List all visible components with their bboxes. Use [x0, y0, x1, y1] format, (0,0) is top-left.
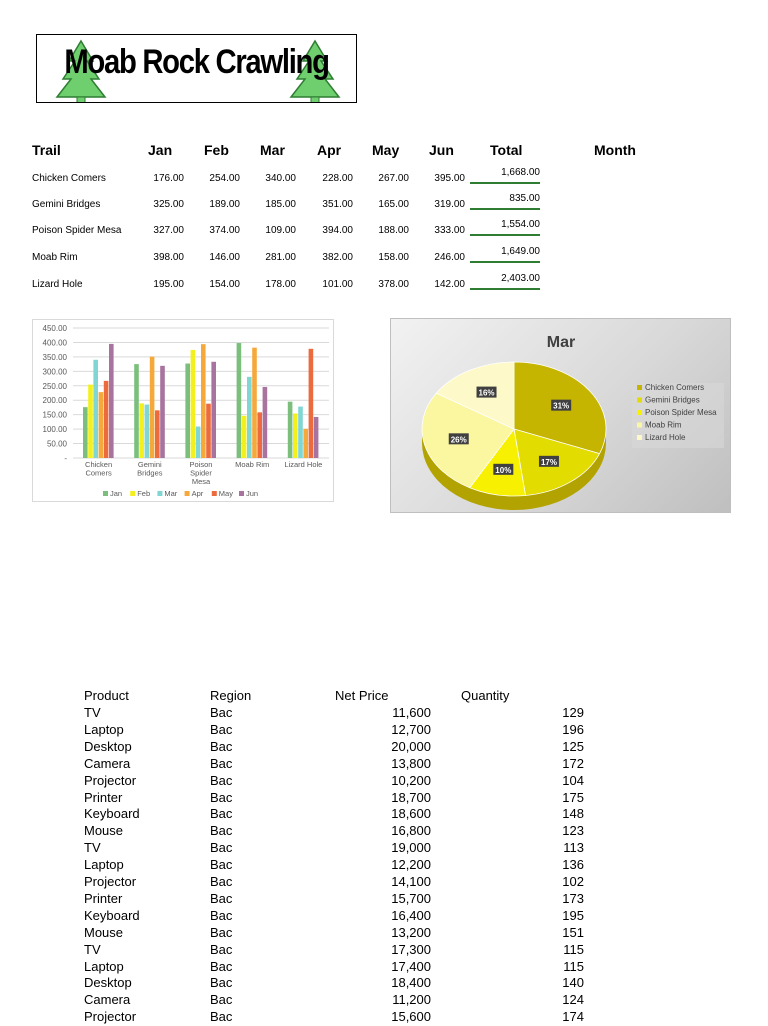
- product-quantity: 172: [562, 755, 584, 771]
- x-category-label: Mesa: [191, 477, 211, 486]
- product-quantity: 125: [562, 738, 584, 754]
- product-quantity: 115: [563, 958, 584, 974]
- product-net-price: 14,100: [391, 874, 431, 889]
- bar: [196, 427, 201, 458]
- product-net-price: 16,800: [391, 823, 431, 839]
- header-jun: Jun: [429, 142, 454, 158]
- product-name: Printer: [84, 890, 123, 906]
- product-net-price: 13,200: [391, 924, 431, 940]
- legend-label: May: [218, 489, 233, 498]
- product-net-price: 12,700: [391, 721, 431, 737]
- product-row: [84, 959, 604, 976]
- product-net-price: 17,400: [391, 958, 431, 974]
- product-quantity: 140: [562, 975, 584, 991]
- legend-swatch: [637, 435, 642, 440]
- y-tick-label: 350.00: [42, 352, 67, 362]
- legend-label: Gemini Bridges: [645, 395, 700, 405]
- product-quantity: 195: [562, 907, 584, 923]
- product-row: [84, 874, 604, 891]
- legend-label: Jun: [246, 489, 259, 498]
- bar: [252, 348, 257, 458]
- value-cell: 325.00: [153, 199, 184, 210]
- product-row: [84, 908, 604, 925]
- product-net-price: 18,700: [391, 789, 431, 805]
- product-name: Printer: [84, 789, 123, 805]
- bar: [237, 343, 242, 458]
- product-quantity: 102: [562, 874, 584, 889]
- y-tick-label: 300.00: [42, 367, 67, 377]
- x-category-label: Poison: [189, 460, 213, 469]
- product-quantity: 136: [562, 857, 584, 873]
- bar: [191, 350, 196, 458]
- value-cell: 267.00: [378, 173, 409, 184]
- product-region: Bac: [210, 874, 233, 889]
- product-region: Bac: [210, 941, 233, 957]
- bar: [242, 416, 247, 458]
- header-region: Region: [210, 688, 252, 703]
- product-net-price: 11,200: [392, 992, 431, 1008]
- bar: [109, 344, 114, 458]
- bar: [263, 387, 268, 458]
- product-net-price: 11,600: [392, 705, 431, 720]
- value-cell: 101.00: [322, 279, 353, 290]
- product-region: Bac: [210, 992, 233, 1008]
- x-category-label: Lizard Hole: [284, 460, 323, 469]
- value-cell: 333.00: [434, 225, 465, 236]
- bar: [93, 360, 98, 458]
- product-quantity: 151: [562, 924, 584, 940]
- product-name: Keyboard: [84, 907, 140, 923]
- product-region: Bac: [210, 840, 233, 856]
- legend-swatch: [130, 491, 135, 496]
- header-product: Product: [84, 688, 129, 703]
- product-row: [84, 739, 604, 756]
- product-region: Bac: [210, 755, 233, 771]
- bar: [145, 405, 150, 458]
- legend-swatch: [637, 398, 642, 403]
- product-name: Desktop: [84, 975, 132, 991]
- legend-label: Mar: [164, 489, 178, 498]
- bar: [257, 412, 262, 458]
- y-tick-label: 150.00: [42, 410, 67, 420]
- product-region: Bac: [210, 721, 233, 737]
- value-cell: 185.00: [265, 199, 296, 210]
- product-table-header: [84, 688, 604, 705]
- product-name: Projector: [84, 772, 137, 788]
- value-cell: 178.00: [265, 279, 296, 290]
- x-category-label: Chicken: [85, 460, 113, 469]
- product-row: [84, 891, 604, 908]
- value-cell: 378.00: [378, 279, 409, 290]
- product-name: Desktop: [84, 738, 132, 754]
- product-quantity: 129: [562, 705, 584, 720]
- product-region: Bac: [210, 975, 233, 991]
- y-tick-label: 50.00: [46, 439, 67, 449]
- trail-name: Lizard Hole: [32, 279, 83, 290]
- product-name: Projector: [84, 874, 137, 889]
- total-cell: 1,668.00: [470, 167, 540, 184]
- legend-label: Moab Rim: [645, 420, 682, 430]
- legend-label: Chicken Comers: [645, 383, 705, 392]
- bar: [139, 403, 144, 458]
- product-region: Bac: [210, 772, 233, 788]
- bar: [99, 392, 104, 458]
- title-banner: [36, 34, 357, 103]
- trail-name: Moab Rim: [32, 252, 78, 263]
- product-region: Bac: [210, 924, 233, 940]
- product-name: TV: [84, 705, 101, 720]
- product-quantity: 113: [563, 840, 584, 856]
- product-name: Mouse: [84, 823, 124, 839]
- value-cell: 188.00: [378, 225, 409, 236]
- legend-swatch: [103, 491, 108, 496]
- bar: [160, 366, 165, 458]
- y-tick-label: -: [64, 454, 67, 463]
- column-chart[interactable]: [32, 319, 334, 502]
- value-cell: 340.00: [265, 173, 296, 184]
- product-net-price: 18,600: [391, 806, 431, 822]
- total-cell: 1,649.00: [470, 246, 540, 263]
- bar: [201, 344, 206, 458]
- value-cell: 158.00: [378, 252, 409, 263]
- legend-label: Lizard Hole: [645, 433, 686, 442]
- legend-swatch: [157, 491, 162, 496]
- y-tick-label: 250.00: [42, 381, 67, 391]
- product-name: Mouse: [84, 924, 124, 940]
- product-name: Laptop: [84, 857, 124, 873]
- header-jan: Jan: [148, 142, 173, 158]
- product-quantity: 148: [562, 806, 584, 822]
- value-cell: 176.00: [153, 173, 184, 184]
- trail-name: Poison Spider Mesa: [32, 225, 122, 236]
- value-cell: 382.00: [322, 252, 353, 263]
- y-tick-label: 200.00: [42, 396, 67, 406]
- product-name: Laptop: [84, 721, 124, 737]
- product-row: [84, 773, 604, 790]
- product-row: [84, 722, 604, 739]
- y-tick-label: 400.00: [42, 338, 67, 348]
- legend-swatch: [637, 410, 642, 415]
- value-cell: 142.00: [434, 279, 465, 290]
- bar: [104, 381, 109, 458]
- bar: [206, 404, 211, 458]
- value-cell: 254.00: [209, 173, 240, 184]
- product-region: Bac: [210, 958, 233, 974]
- header-total: Total: [490, 142, 523, 158]
- banner-title: Moab Rock Crawling: [64, 43, 329, 81]
- y-tick-label: 100.00: [42, 425, 67, 435]
- bar: [303, 429, 308, 458]
- product-net-price: 13,800: [391, 755, 431, 771]
- header-quantity: Quantity: [461, 688, 510, 703]
- header-feb: Feb: [204, 142, 229, 158]
- product-net-price: 16,400: [391, 907, 431, 923]
- column-chart-svg: [33, 320, 333, 501]
- trail-name: Chicken Comers: [32, 173, 106, 184]
- legend-label: Apr: [191, 489, 204, 498]
- product-net-price: 18,400: [391, 975, 431, 991]
- product-name: Camera: [84, 992, 131, 1008]
- value-cell: 395.00: [434, 173, 465, 184]
- legend-swatch: [239, 491, 244, 496]
- product-row: [84, 1009, 604, 1026]
- value-cell: 319.00: [434, 199, 465, 210]
- value-cell: 327.00: [153, 225, 184, 236]
- product-net-price: 12,200: [391, 857, 431, 873]
- value-cell: 189.00: [209, 199, 240, 210]
- product-name: TV: [84, 941, 101, 957]
- product-row: [84, 857, 604, 874]
- bar: [83, 407, 88, 458]
- product-region: Bac: [210, 705, 233, 720]
- value-cell: 281.00: [265, 252, 296, 263]
- bar: [211, 362, 216, 458]
- bar: [88, 385, 93, 458]
- header-mar: Mar: [260, 142, 285, 158]
- product-region: Bac: [210, 823, 233, 839]
- product-quantity: 115: [563, 941, 584, 957]
- product-net-price: 20,000: [391, 738, 431, 754]
- value-cell: 374.00: [209, 225, 240, 236]
- legend-label: Poison Spider Mesa: [645, 408, 717, 417]
- bar: [309, 349, 314, 458]
- product-row: [84, 942, 604, 959]
- total-cell: 835.00: [470, 193, 540, 210]
- product-row: [84, 975, 604, 992]
- product-name: Projector: [84, 1009, 137, 1025]
- value-cell: 195.00: [153, 279, 184, 290]
- product-region: Bac: [210, 806, 233, 822]
- pie-chart-svg: [391, 319, 730, 512]
- product-net-price: 17,300: [391, 941, 431, 957]
- product-quantity: 175: [562, 789, 584, 805]
- product-row: [84, 790, 604, 807]
- x-category-label: Moab Rim: [235, 460, 270, 469]
- value-cell: 109.00: [265, 225, 296, 236]
- value-cell: 146.00: [209, 252, 240, 263]
- legend-swatch: [212, 491, 217, 496]
- value-cell: 228.00: [322, 173, 353, 184]
- product-region: Bac: [210, 789, 233, 805]
- x-category-label: Comers: [85, 468, 112, 478]
- data-label: 16%: [478, 388, 495, 398]
- total-cell: 2,403.00: [470, 273, 540, 290]
- product-row: [84, 806, 604, 823]
- product-row: [84, 992, 604, 1009]
- product-quantity: 196: [562, 721, 584, 737]
- product-region: Bac: [210, 1009, 233, 1025]
- data-label: 31%: [553, 401, 570, 411]
- bar: [288, 402, 293, 458]
- header-net-price: Net Price: [335, 688, 389, 703]
- product-name: Laptop: [84, 958, 124, 974]
- product-row: [84, 756, 604, 773]
- product-net-price: 10,200: [391, 772, 431, 788]
- data-label: 17%: [540, 457, 557, 467]
- header-apr: Apr: [317, 142, 342, 158]
- legend-label: Feb: [137, 489, 151, 498]
- pie-title: Mar: [546, 334, 576, 351]
- product-name: TV: [84, 840, 101, 856]
- product-net-price: 15,600: [391, 1009, 431, 1025]
- value-cell: 398.00: [153, 252, 184, 263]
- header-trail: Trail: [32, 142, 61, 158]
- pie-chart[interactable]: [390, 318, 731, 513]
- product-name: Camera: [84, 755, 131, 771]
- product-quantity: 104: [562, 772, 584, 788]
- product-row: [84, 925, 604, 942]
- bar: [314, 417, 319, 458]
- bar: [298, 407, 303, 458]
- data-label: 10%: [495, 465, 512, 475]
- total-cell: 1,554.00: [470, 219, 540, 236]
- product-quantity: 174: [562, 1009, 584, 1025]
- value-cell: 394.00: [322, 225, 353, 236]
- header-month: Month: [594, 142, 636, 158]
- bar: [134, 364, 139, 458]
- product-region: Bac: [210, 890, 233, 906]
- value-cell: 165.00: [378, 199, 409, 210]
- value-cell: 154.00: [209, 279, 240, 290]
- product-row: [84, 840, 604, 857]
- value-cell: 351.00: [322, 199, 353, 210]
- legend-label: Jan: [110, 489, 123, 498]
- trail-name: Gemini Bridges: [32, 199, 101, 210]
- product-name: Keyboard: [84, 806, 140, 822]
- data-label: 26%: [450, 435, 467, 445]
- y-tick-label: 450.00: [42, 324, 67, 333]
- x-category-label: Spider: [190, 468, 212, 478]
- product-quantity: 124: [562, 992, 584, 1008]
- product-region: Bac: [210, 907, 233, 923]
- x-category-label: Bridges: [137, 468, 163, 478]
- bar: [155, 410, 160, 458]
- product-region: Bac: [210, 738, 233, 754]
- value-cell: 246.00: [434, 252, 465, 263]
- bar: [185, 364, 190, 458]
- product-net-price: 19,000: [391, 840, 431, 856]
- bar: [293, 414, 298, 458]
- header-may: May: [372, 142, 400, 158]
- product-quantity: 173: [562, 890, 584, 906]
- x-category-label: Gemini: [137, 460, 162, 469]
- product-quantity: 123: [562, 823, 584, 839]
- bar: [247, 377, 252, 458]
- legend-swatch: [185, 491, 190, 496]
- legend-swatch: [637, 423, 642, 428]
- legend-swatch: [637, 385, 642, 390]
- product-row: [84, 823, 604, 840]
- product-region: Bac: [210, 857, 233, 873]
- product-net-price: 15,700: [391, 890, 431, 906]
- product-row: [84, 705, 604, 722]
- bar: [150, 357, 155, 458]
